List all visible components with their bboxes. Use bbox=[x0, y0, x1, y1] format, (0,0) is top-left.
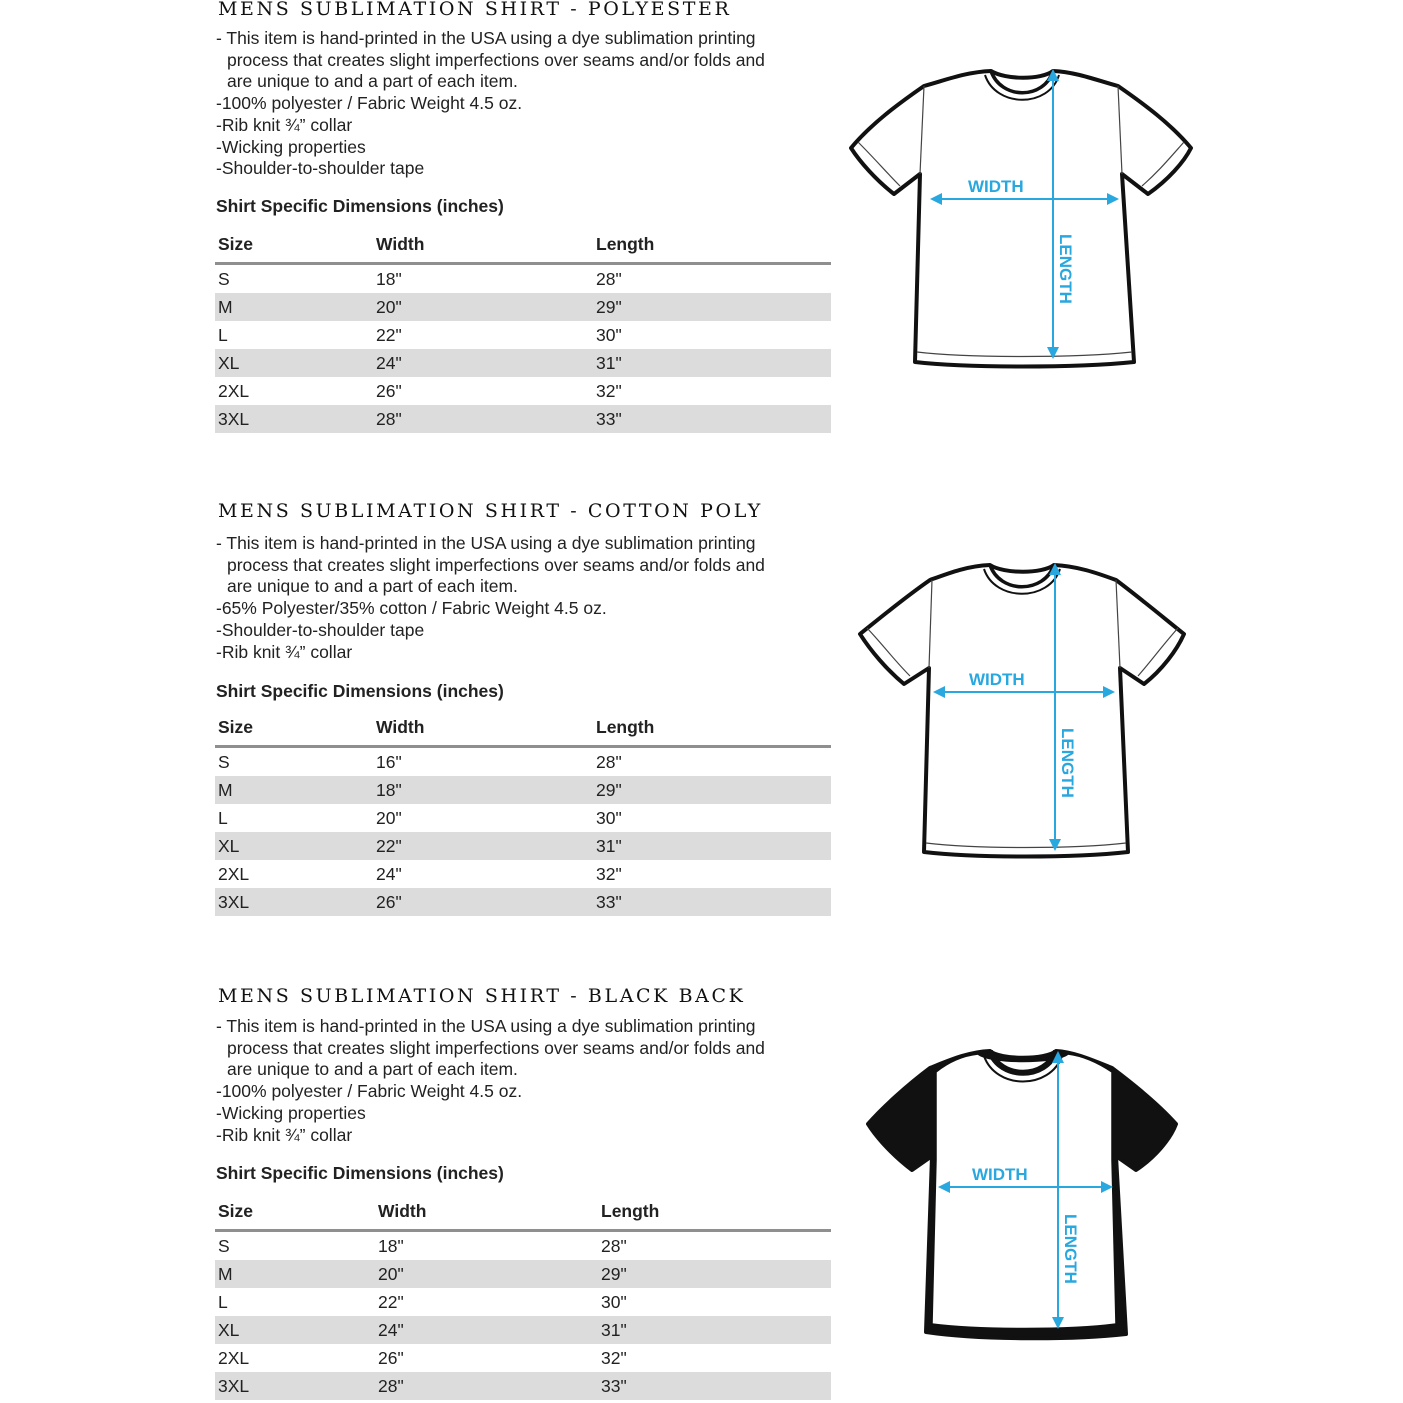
header-width: Width bbox=[376, 717, 425, 737]
cell-size: 2XL bbox=[218, 864, 250, 884]
description-line: -Rib knit ¾” collar bbox=[216, 114, 353, 135]
description-line: -100% polyester / Fabric Weight 4.5 oz. bbox=[216, 93, 523, 114]
cell-size: M bbox=[218, 780, 233, 800]
cell-size: S bbox=[218, 752, 230, 772]
cell-size: L bbox=[218, 325, 228, 345]
cell-length: 33" bbox=[596, 409, 622, 429]
size-table bbox=[215, 1195, 831, 1400]
cell-width: 28" bbox=[378, 1376, 404, 1396]
cell-length: 29" bbox=[596, 297, 622, 317]
cell-length: 33" bbox=[596, 892, 622, 912]
dimensions-heading: Shirt Specific Dimensions (inches) bbox=[216, 681, 504, 701]
cell-size: XL bbox=[218, 353, 240, 373]
section-title: MENS SUBLIMATION SHIRT - POLYESTER bbox=[218, 0, 732, 20]
cell-size: M bbox=[218, 297, 233, 317]
description-line: -Rib knit ¾” collar bbox=[216, 1124, 353, 1145]
description-line: are unique to and a part of each item. bbox=[227, 576, 518, 597]
length-label: LENGTH bbox=[1056, 234, 1075, 304]
cell-width: 26" bbox=[376, 892, 402, 912]
product-description bbox=[216, 1016, 826, 1146]
description-line: -Rib knit ¾” collar bbox=[216, 641, 353, 662]
cell-width: 20" bbox=[376, 808, 402, 828]
cell-size: XL bbox=[218, 836, 240, 856]
tshirt-black-back-icon bbox=[860, 1042, 1220, 1362]
cell-size: L bbox=[218, 808, 228, 828]
description-line: process that creates slight imperfections over seams and/or folds and bbox=[227, 554, 765, 575]
cell-length: 30" bbox=[596, 325, 622, 345]
size-table bbox=[215, 711, 831, 916]
table-row bbox=[215, 776, 831, 804]
cell-length: 31" bbox=[596, 353, 622, 373]
description-line: are unique to and a part of each item. bbox=[227, 71, 518, 92]
cell-length: 30" bbox=[601, 1292, 627, 1312]
cell-size: 2XL bbox=[218, 381, 250, 401]
cell-length: 28" bbox=[601, 1236, 627, 1256]
header-length: Length bbox=[596, 234, 655, 254]
header-length: Length bbox=[601, 1201, 660, 1221]
table-row bbox=[215, 1232, 831, 1260]
cell-size: S bbox=[218, 1236, 230, 1256]
description-line: -Shoulder-to-shoulder tape bbox=[216, 619, 425, 640]
cell-length: 28" bbox=[596, 752, 622, 772]
description-line: are unique to and a part of each item. bbox=[227, 1059, 518, 1080]
tshirt-outline-icon bbox=[852, 556, 1212, 876]
table-header bbox=[215, 1195, 831, 1232]
shirt-diagram bbox=[852, 556, 1212, 876]
width-label: WIDTH bbox=[972, 1165, 1028, 1184]
length-label: LENGTH bbox=[1058, 728, 1077, 798]
cell-width: 16" bbox=[376, 752, 402, 772]
cell-length: 31" bbox=[596, 836, 622, 856]
table-row bbox=[215, 748, 831, 776]
dimensions-heading: Shirt Specific Dimensions (inches) bbox=[216, 196, 504, 216]
description-line: -100% polyester / Fabric Weight 4.5 oz. bbox=[216, 1081, 523, 1102]
table-row bbox=[215, 888, 831, 916]
header-width: Width bbox=[376, 234, 425, 254]
cell-width: 28" bbox=[376, 409, 402, 429]
description-line: -Wicking properties bbox=[216, 136, 366, 157]
table-row bbox=[215, 1372, 831, 1400]
cell-size: 3XL bbox=[218, 1376, 250, 1396]
cell-width: 22" bbox=[378, 1292, 404, 1312]
cell-size: L bbox=[218, 1292, 228, 1312]
description-line: - This item is hand-printed in the USA using a dye sublimation printing bbox=[216, 28, 756, 48]
cell-size: 3XL bbox=[218, 409, 250, 429]
table-row bbox=[215, 1288, 831, 1316]
cell-width: 22" bbox=[376, 836, 402, 856]
table-header bbox=[215, 711, 831, 748]
cell-size: S bbox=[218, 269, 230, 289]
cell-size: 3XL bbox=[218, 892, 250, 912]
description-line: process that creates slight imperfections over seams and/or folds and bbox=[227, 1037, 765, 1058]
header-size: Size bbox=[218, 717, 254, 737]
cell-width: 24" bbox=[376, 864, 402, 884]
description-line: -65% Polyester/35% cotton / Fabric Weight 4.5 oz. bbox=[216, 598, 607, 619]
section-title: MENS SUBLIMATION SHIRT - BLACK BACK bbox=[218, 985, 746, 1007]
table-row bbox=[215, 804, 831, 832]
cell-length: 30" bbox=[596, 808, 622, 828]
description-line: - This item is hand-printed in the USA using a dye sublimation printing bbox=[216, 1016, 756, 1036]
cell-width: 26" bbox=[376, 381, 402, 401]
cell-length: 28" bbox=[596, 269, 622, 289]
table-row bbox=[215, 1344, 831, 1372]
cell-size: M bbox=[218, 1264, 233, 1284]
table-row bbox=[215, 1260, 831, 1288]
width-label: WIDTH bbox=[969, 670, 1025, 689]
cell-width: 24" bbox=[376, 353, 402, 373]
length-label: LENGTH bbox=[1061, 1214, 1080, 1284]
width-label: WIDTH bbox=[968, 177, 1024, 196]
description-line: process that creates slight imperfections over seams and/or folds and bbox=[227, 49, 765, 70]
cell-size: XL bbox=[218, 1320, 240, 1340]
description-line: -Wicking properties bbox=[216, 1102, 366, 1123]
cell-length: 32" bbox=[601, 1348, 627, 1368]
header-size: Size bbox=[218, 1201, 254, 1221]
table-row bbox=[215, 1316, 831, 1344]
description-line: - This item is hand-printed in the USA using a dye sublimation printing bbox=[216, 533, 756, 553]
table-row bbox=[215, 860, 831, 888]
cell-width: 18" bbox=[378, 1236, 404, 1256]
header-length: Length bbox=[596, 717, 655, 737]
cell-width: 18" bbox=[376, 780, 402, 800]
cell-width: 26" bbox=[378, 1348, 404, 1368]
section-title: MENS SUBLIMATION SHIRT - COTTON POLY bbox=[218, 500, 763, 522]
product-description bbox=[216, 533, 826, 663]
cell-length: 29" bbox=[596, 780, 622, 800]
cell-length: 32" bbox=[596, 381, 622, 401]
cell-length: 29" bbox=[601, 1264, 627, 1284]
cell-width: 18" bbox=[376, 269, 402, 289]
cell-size: 2XL bbox=[218, 1348, 250, 1368]
cell-width: 22" bbox=[376, 325, 402, 345]
header-size: Size bbox=[218, 234, 254, 254]
cell-length: 32" bbox=[596, 864, 622, 884]
cell-length: 31" bbox=[601, 1320, 627, 1340]
cell-width: 24" bbox=[378, 1320, 404, 1340]
cell-width: 20" bbox=[376, 297, 402, 317]
description-line: -Shoulder-to-shoulder tape bbox=[216, 158, 425, 179]
cell-width: 20" bbox=[378, 1264, 404, 1284]
header-width: Width bbox=[378, 1201, 427, 1221]
cell-length: 33" bbox=[601, 1376, 627, 1396]
shirt-diagram bbox=[860, 1042, 1220, 1362]
dimensions-heading: Shirt Specific Dimensions (inches) bbox=[216, 1163, 504, 1183]
table-row bbox=[215, 832, 831, 860]
